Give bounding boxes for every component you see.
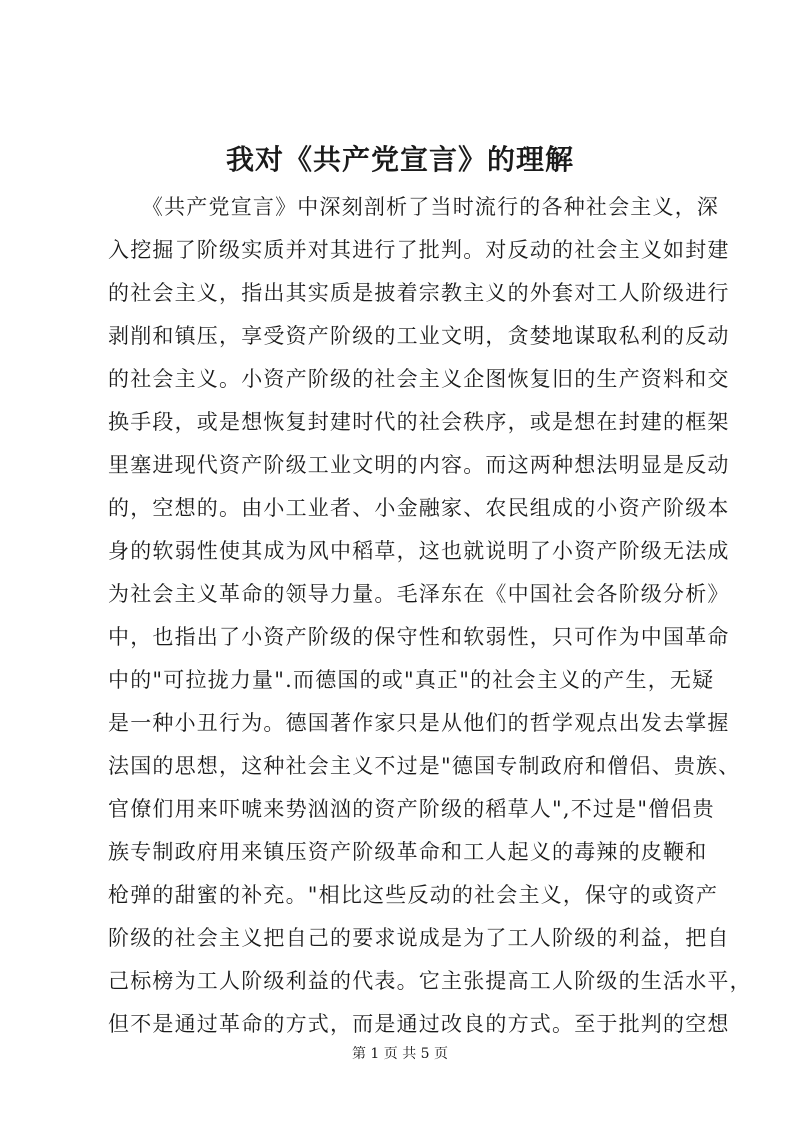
body-line: 但不是通过革命的方式，而是通过改良的方式。至于批判的空想 xyxy=(108,1012,730,1036)
page-footer: 第 1 页 共 5 页 xyxy=(351,1046,449,1062)
body-line: 中的"可拉拢力量".而德国的或"真正"的社会主义的产生，无疑 xyxy=(108,668,715,692)
body-line: 官僚们用来吓唬来势汹汹的资产阶级的稻草人",不过是"僧侣贵 xyxy=(108,797,715,821)
body-line: 的社会主义。小资产阶级的社会主义企图恢复旧的生产资料和交 xyxy=(108,367,730,391)
body-text xyxy=(108,186,752,1046)
body-line: 《共产党宣言》中深刻剖析了当时流行的各种社会主义，深 xyxy=(108,195,720,219)
body-line: 身的软弱性使其成为风中稻草，这也就说明了小资产阶级无法成 xyxy=(108,539,730,563)
body-line: 的，空想的。由小工业者、小金融家、农民组成的小资产阶级本 xyxy=(108,496,730,520)
body-line: 中，也指出了小资产阶级的保守性和软弱性，只可作为中国革命 xyxy=(108,625,730,649)
body-line: 换手段，或是想恢复封建时代的社会秩序，或是想在封建的框架 xyxy=(108,410,730,434)
body-line: 己标榜为工人阶级利益的代表。它主张提高工人阶级的生活水平， xyxy=(108,969,752,993)
body-line: 阶级的社会主义把自己的要求说成是为了工人阶级的利益，把自 xyxy=(108,926,730,950)
body-line: 入挖掘了阶级实质并对其进行了批判。对反动的社会主义如封建 xyxy=(108,238,730,262)
body-line: 的社会主义，指出其实质是披着宗教主义的外套对工人阶级进行 xyxy=(108,281,730,305)
body-line: 是一种小丑行为。德国著作家只是从他们的哲学观点出发去掌握 xyxy=(108,711,730,735)
body-line: 剥削和镇压，享受资产阶级的工业文明，贪婪地谋取私利的反动 xyxy=(108,324,730,348)
body-line: 法国的思想，这种社会主义不过是"德国专制政府和僧侣、贵族、 xyxy=(108,754,741,778)
body-line: 族专制政府用来镇压资产阶级革命和工人起义的毒辣的皮鞭和 xyxy=(108,840,708,864)
body-line: 枪弹的甜蜜的补充。"相比这些反动的社会主义，保守的或资产 xyxy=(108,883,719,907)
body-line: 为社会主义革命的领导力量。毛泽东在《中国社会各阶级分析》 xyxy=(108,582,730,606)
body-line: 里塞进现代资产阶级工业文明的内容。而这两种想法明显是反动 xyxy=(108,453,730,477)
document-title: 我对《共产党宣言》的理解 xyxy=(225,143,574,176)
